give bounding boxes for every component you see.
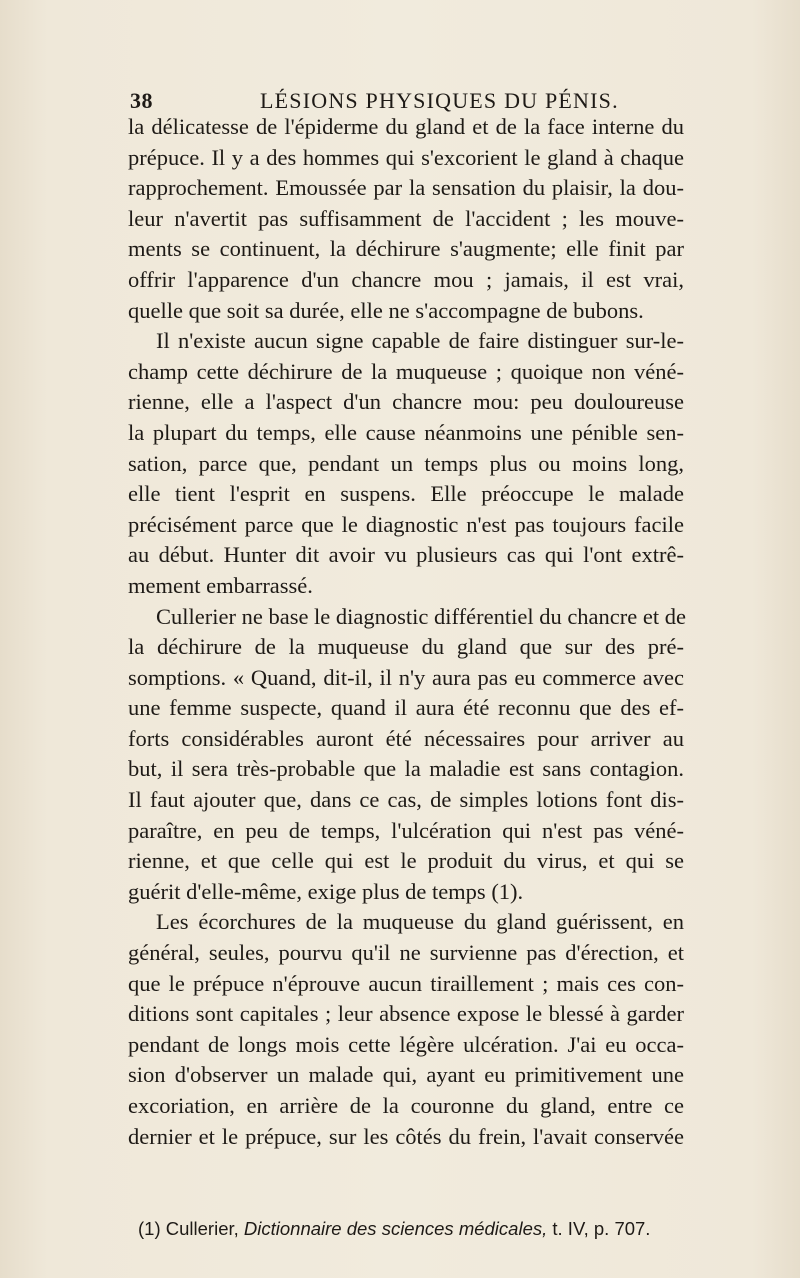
running-head <box>130 88 670 114</box>
text-line: elle tient l'esprit en suspens. Elle préoccupe le malade <box>128 481 684 507</box>
paragraph-start: Cullerier ne base le diagnostic différentiel du chancre et de <box>156 603 686 629</box>
text-line: offrir l'apparence d'un chancre mou ; jamais, il est vrai, <box>128 266 684 292</box>
text-line: but, il sera très-probable que la maladie est sans contagion. <box>128 756 684 782</box>
text-line: que le prépuce n'éprouve aucun tiraillement ; mais ces con- <box>128 970 684 996</box>
text-line: rienne, elle a l'aspect d'un chancre mou: peu douloureuse <box>128 389 684 415</box>
text-line: rapprochement. Emoussée par la sensation du plaisir, la dou- <box>128 175 684 201</box>
text-line: champ cette déchirure de la muqueuse ; quoique non véné- <box>128 358 684 384</box>
text-line: dernier et le prépuce, sur les côtés du frein, l'avait conservée <box>128 1123 684 1149</box>
text-line: mement embarrassé. <box>128 572 313 598</box>
text-line: prépuce. Il y a des hommes qui s'excorient le gland à chaque <box>128 144 684 170</box>
text-line: général, seules, pourvu qu'il ne survienne pas d'érection, et <box>128 940 684 966</box>
paragraph-start: Les écorchures de la muqueuse du gland guérissent, en <box>156 909 684 935</box>
text-line: au début. Hunter dit avoir vu plusieurs cas qui l'ont extrê- <box>128 542 684 568</box>
text-line: leur n'avertit pas suffisamment de l'accident ; les mouve- <box>128 205 684 231</box>
text-line: somptions. « Quand, dit-il, il n'y aura pas eu commerce avec <box>128 664 684 690</box>
text-line: quelle que soit sa durée, elle ne s'accompagne de bubons. <box>128 297 644 323</box>
paragraph-start: Il n'existe aucun signe capable de faire distinguer sur-le- <box>156 328 684 354</box>
footnote-marker: (1) <box>138 1218 161 1239</box>
text-line: une femme suspecte, quand il aura été reconnu que des ef- <box>128 695 684 721</box>
body-text <box>128 112 684 1152</box>
text-line: Il faut ajouter que, dans ce cas, de simples lotions font dis- <box>128 787 684 813</box>
text-line: pendant de longs mois cette légère ulcération. J'ai eu occa- <box>128 1031 684 1057</box>
text-line: rienne, et que celle qui est le produit du virus, et qui se <box>128 848 684 874</box>
footnote <box>138 1218 698 1240</box>
footnote-work-title: Dictionnaire des sciences médicales, <box>243 1218 548 1239</box>
text-line: sion d'observer un malade qui, ayant eu primitivement une <box>128 1062 684 1088</box>
text-line: ments se continuent, la déchirure s'augmente; elle finit par <box>128 236 684 262</box>
text-line: ditions sont capitales ; leur absence expose le blessé à garder <box>128 1001 684 1027</box>
text-line: excoriation, en arrière de la couronne du gland, entre ce <box>128 1093 684 1118</box>
text-line: sation, parce que, pendant un temps plus ou moins long, <box>128 450 684 476</box>
text-line: guérit d'elle-même, exige plus de temps (1). <box>128 878 524 904</box>
footnote-author: Cullerier, <box>165 1218 239 1239</box>
running-title: LÉSIONS PHYSIQUES DU PÉNIS. <box>260 88 619 113</box>
page-number: 38 <box>130 88 153 113</box>
text-line: la déchirure de la muqueuse du gland que sur des pré- <box>128 634 684 660</box>
text-line: forts considérables auront été nécessaires pour arriver au <box>128 725 684 751</box>
text-line: la délicatesse de l'épiderme du gland et de la face interne du <box>128 114 684 139</box>
text-line: la plupart du temps, elle cause néanmoins une pénible sen- <box>128 419 684 445</box>
footnote-reference: t. IV, p. 707. <box>552 1218 651 1239</box>
text-line: précisément parce que le diagnostic n'est pas toujours facile <box>128 511 684 537</box>
text-line: paraître, en peu de temps, l'ulcération qui n'est pas véné- <box>128 817 684 843</box>
